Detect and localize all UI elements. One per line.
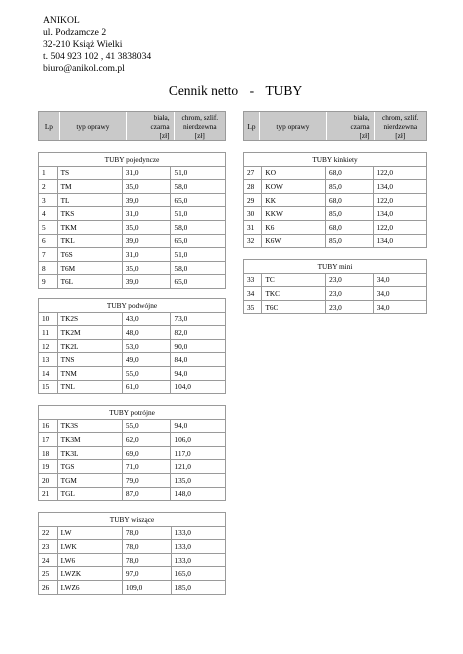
table-row xyxy=(39,366,226,380)
row-price-white: 39,0 xyxy=(122,275,171,289)
header-lp: Lp xyxy=(247,121,256,131)
row-price-white: 53,0 xyxy=(122,339,171,353)
row-price-white: 78,0 xyxy=(122,553,171,567)
row-price-white: 71,0 xyxy=(122,460,171,474)
row-type: TK3M xyxy=(57,433,122,447)
table-row xyxy=(39,248,226,262)
row-lp: 12 xyxy=(39,339,58,353)
row-price-white: 39,0 xyxy=(122,193,171,207)
row-price-chrom: 73,0 xyxy=(171,312,226,326)
header-white-line3: [zł] xyxy=(359,130,370,140)
row-price-chrom: 58,0 xyxy=(171,220,226,234)
table-tuby-potrojne xyxy=(38,405,226,501)
row-price-white: 85,0 xyxy=(326,180,374,194)
row-lp: 32 xyxy=(244,234,262,248)
row-lp: 29 xyxy=(244,193,262,207)
row-lp: 14 xyxy=(39,366,58,380)
row-price-white: 68,0 xyxy=(326,166,374,180)
group-title-row xyxy=(39,406,226,420)
row-type: T6S xyxy=(57,248,122,262)
row-lp: 7 xyxy=(39,248,58,262)
row-type: TK2M xyxy=(57,326,122,340)
row-price-chrom: 133,0 xyxy=(171,553,225,567)
row-type: TKC xyxy=(262,287,326,301)
row-price-chrom: 51,0 xyxy=(171,166,226,180)
row-price-chrom: 133,0 xyxy=(171,526,225,540)
row-price-chrom: 134,0 xyxy=(373,207,426,221)
header-white-line3: [zł] xyxy=(159,130,170,140)
row-type: T6L xyxy=(57,275,122,289)
row-lp: 18 xyxy=(39,446,58,460)
group-title: TUBY podwójne xyxy=(39,299,226,313)
table-row xyxy=(39,193,226,207)
row-type: TKL xyxy=(57,234,122,248)
row-type: TNM xyxy=(57,366,122,380)
row-price-chrom: 94,0 xyxy=(171,419,226,433)
row-type: LWK xyxy=(57,540,122,554)
table-row xyxy=(244,180,427,194)
row-lp: 15 xyxy=(39,380,58,394)
table-row xyxy=(39,234,226,248)
row-price-white: 48,0 xyxy=(122,326,171,340)
company-street: ul. Podzamcze 2 xyxy=(43,27,107,38)
row-type: KK xyxy=(262,193,326,207)
row-price-chrom: 94,0 xyxy=(171,366,226,380)
left-column-header xyxy=(38,111,226,141)
table-row xyxy=(39,261,226,275)
table-row xyxy=(244,300,427,314)
row-price-chrom: 104,0 xyxy=(171,380,226,394)
row-type: TL xyxy=(57,193,122,207)
table-tuby-wiszace xyxy=(38,512,226,595)
row-price-white: 62,0 xyxy=(122,433,171,447)
row-type: TK3S xyxy=(57,419,122,433)
row-price-chrom: 106,0 xyxy=(171,433,226,447)
row-type: TKM xyxy=(57,220,122,234)
page-title xyxy=(0,83,463,99)
row-price-white: 43,0 xyxy=(122,312,171,326)
header-white-line1: biała, xyxy=(353,112,370,122)
row-price-chrom: 34,0 xyxy=(373,273,426,287)
group-title: TUBY wiszące xyxy=(39,513,226,527)
row-type: LW xyxy=(57,526,122,540)
row-lp: 5 xyxy=(39,220,58,234)
group-title-row xyxy=(39,513,226,527)
table-row xyxy=(39,460,226,474)
table-row xyxy=(39,433,226,447)
row-type: TGM xyxy=(57,473,122,487)
table-tuby-podwojne xyxy=(38,298,226,394)
row-price-white: 109,0 xyxy=(122,580,171,594)
row-price-white: 68,0 xyxy=(326,193,374,207)
table-row xyxy=(39,275,226,289)
table-row xyxy=(39,540,226,554)
row-price-chrom: 117,0 xyxy=(171,446,226,460)
row-price-chrom: 148,0 xyxy=(171,487,226,501)
row-price-chrom: 135,0 xyxy=(171,473,226,487)
row-price-chrom: 65,0 xyxy=(171,193,226,207)
table-row xyxy=(39,326,226,340)
row-price-chrom: 58,0 xyxy=(171,261,226,275)
row-price-white: 78,0 xyxy=(122,540,171,554)
row-price-white: 85,0 xyxy=(326,234,374,248)
row-type: K6 xyxy=(262,220,326,234)
row-lp: 34 xyxy=(244,287,262,301)
company-name: ANIKOL xyxy=(43,15,80,26)
table-row xyxy=(39,312,226,326)
table-row xyxy=(39,473,226,487)
row-lp: 8 xyxy=(39,261,58,275)
group-title-row xyxy=(244,260,427,274)
row-type: LW6 xyxy=(57,553,122,567)
table-tuby-pojedyncze xyxy=(38,152,226,289)
table-row xyxy=(244,273,427,287)
row-price-white: 78,0 xyxy=(122,526,171,540)
table-row xyxy=(39,567,226,581)
table-row xyxy=(39,180,226,194)
company-phone: t. 504 923 102 , 41 3838034 xyxy=(43,51,152,62)
row-lp: 31 xyxy=(244,220,262,234)
header-type: typ oprawy xyxy=(59,112,126,140)
row-lp: 27 xyxy=(244,166,262,180)
title-suffix: TUBY xyxy=(265,83,303,98)
row-price-white: 23,0 xyxy=(326,273,374,287)
row-price-chrom: 65,0 xyxy=(171,234,226,248)
header-white-price xyxy=(126,112,174,140)
table-tuby-kinkiety xyxy=(243,152,427,248)
row-lp: 26 xyxy=(39,580,58,594)
row-price-chrom: 134,0 xyxy=(373,234,426,248)
row-type: TNL xyxy=(57,380,122,394)
table-row xyxy=(39,580,226,594)
table-row xyxy=(244,287,427,301)
title-dash: - xyxy=(249,83,255,98)
row-lp: 23 xyxy=(39,540,58,554)
table-row xyxy=(39,553,226,567)
row-type: TM xyxy=(57,180,122,194)
row-type: LWZ6 xyxy=(57,580,122,594)
row-type: LWZK xyxy=(57,567,122,581)
title-prefix: Cennik netto xyxy=(168,83,239,98)
row-lp: 35 xyxy=(244,300,262,314)
row-price-white: 49,0 xyxy=(122,353,171,367)
row-price-chrom: 34,0 xyxy=(373,300,426,314)
header-chrom-line1: chrom, szlif. xyxy=(381,112,419,122)
row-price-white: 69,0 xyxy=(122,446,171,460)
row-lp: 9 xyxy=(39,275,58,289)
row-type: TKS xyxy=(57,207,122,221)
group-title: TUBY pojedyncze xyxy=(39,153,226,167)
row-type: KO xyxy=(262,166,326,180)
row-lp: 1 xyxy=(39,166,58,180)
header-white-line2: czarna xyxy=(150,121,170,131)
header-chrom-line3: [zł] xyxy=(194,130,205,140)
row-price-white: 23,0 xyxy=(326,300,374,314)
row-price-white: 31,0 xyxy=(122,207,171,221)
header-chrom-price xyxy=(174,112,225,140)
row-lp: 33 xyxy=(244,273,262,287)
row-type: TK2L xyxy=(57,339,122,353)
table-row xyxy=(244,207,427,221)
table-row xyxy=(244,234,427,248)
row-price-chrom: 122,0 xyxy=(373,193,426,207)
row-price-white: 55,0 xyxy=(122,419,171,433)
row-price-white: 31,0 xyxy=(122,248,171,262)
row-type: T6M xyxy=(57,261,122,275)
right-column-header xyxy=(243,111,427,141)
table-row xyxy=(39,419,226,433)
row-price-chrom: 90,0 xyxy=(171,339,226,353)
row-lp: 25 xyxy=(39,567,58,581)
row-lp: 16 xyxy=(39,419,58,433)
row-price-chrom: 122,0 xyxy=(373,220,426,234)
row-price-chrom: 82,0 xyxy=(171,326,226,340)
row-price-chrom: 58,0 xyxy=(171,180,226,194)
row-lp: 30 xyxy=(244,207,262,221)
table-row xyxy=(39,526,226,540)
row-type: TK2S xyxy=(57,312,122,326)
header-chrom-price xyxy=(374,112,426,140)
row-price-white: 39,0 xyxy=(122,234,171,248)
row-type: T6C xyxy=(262,300,326,314)
table-row xyxy=(39,487,226,501)
row-price-white: 55,0 xyxy=(122,366,171,380)
row-type: TS xyxy=(57,166,122,180)
row-type: TGL xyxy=(57,487,122,501)
group-title: TUBY mini xyxy=(244,260,427,274)
row-lp: 4 xyxy=(39,207,58,221)
row-price-chrom: 122,0 xyxy=(373,166,426,180)
row-lp: 20 xyxy=(39,473,58,487)
row-lp: 10 xyxy=(39,312,58,326)
row-price-white: 31,0 xyxy=(122,166,171,180)
row-lp: 19 xyxy=(39,460,58,474)
table-row xyxy=(39,353,226,367)
row-price-chrom: 51,0 xyxy=(171,248,226,262)
row-price-white: 35,0 xyxy=(122,261,171,275)
table-row xyxy=(39,207,226,221)
table-row xyxy=(244,166,427,180)
header-chrom-line1: chrom, szlif. xyxy=(181,112,219,122)
company-city: 32-210 Książ Wielki xyxy=(43,39,123,50)
row-price-white: 68,0 xyxy=(326,220,374,234)
row-price-chrom: 34,0 xyxy=(373,287,426,301)
row-price-white: 35,0 xyxy=(122,180,171,194)
company-header xyxy=(43,15,151,75)
row-lp: 11 xyxy=(39,326,58,340)
row-lp: 17 xyxy=(39,433,58,447)
header-chrom-line2: nierdzewna xyxy=(383,121,418,131)
row-price-white: 35,0 xyxy=(122,220,171,234)
row-lp: 21 xyxy=(39,487,58,501)
row-type: KKW xyxy=(262,207,326,221)
row-price-chrom: 165,0 xyxy=(171,567,225,581)
row-type: TGS xyxy=(57,460,122,474)
header-lp: Lp xyxy=(44,121,53,131)
row-price-chrom: 51,0 xyxy=(171,207,226,221)
table-row xyxy=(244,193,427,207)
table-row xyxy=(39,446,226,460)
company-email: biuro@anikol.com.pl xyxy=(43,63,125,74)
row-price-chrom: 185,0 xyxy=(171,580,225,594)
row-type: TK3L xyxy=(57,446,122,460)
group-title: TUBY kinkiety xyxy=(244,153,427,167)
row-type: TC xyxy=(262,273,326,287)
row-price-chrom: 65,0 xyxy=(171,275,226,289)
row-price-chrom: 133,0 xyxy=(171,540,225,554)
row-price-white: 61,0 xyxy=(122,380,171,394)
row-price-chrom: 134,0 xyxy=(373,180,426,194)
row-lp: 2 xyxy=(39,180,58,194)
row-type: TNS xyxy=(57,353,122,367)
table-row xyxy=(39,339,226,353)
group-title: TUBY potrójne xyxy=(39,406,226,420)
row-price-white: 97,0 xyxy=(122,567,171,581)
row-lp: 22 xyxy=(39,526,58,540)
row-type: KOW xyxy=(262,180,326,194)
row-lp: 6 xyxy=(39,234,58,248)
header-chrom-line2: nierdzewna xyxy=(182,121,217,131)
row-lp: 28 xyxy=(244,180,262,194)
row-lp: 24 xyxy=(39,553,58,567)
header-white-line1: biała, xyxy=(153,112,170,122)
group-title-row xyxy=(244,153,427,167)
row-lp: 3 xyxy=(39,193,58,207)
group-title-row xyxy=(39,153,226,167)
table-row xyxy=(39,166,226,180)
table-row xyxy=(244,220,427,234)
table-tuby-mini xyxy=(243,259,427,314)
table-row xyxy=(39,220,226,234)
header-white-line2: czarna xyxy=(350,121,370,131)
row-lp: 13 xyxy=(39,353,58,367)
row-price-chrom: 84,0 xyxy=(171,353,226,367)
group-title-row xyxy=(39,299,226,313)
row-price-white: 85,0 xyxy=(326,207,374,221)
header-chrom-line3: [zł] xyxy=(395,130,406,140)
row-price-white: 87,0 xyxy=(122,487,171,501)
header-white-price xyxy=(326,112,374,140)
header-type: typ oprawy xyxy=(259,112,326,140)
row-type: K6W xyxy=(262,234,326,248)
row-price-white: 23,0 xyxy=(326,287,374,301)
row-price-chrom: 121,0 xyxy=(171,460,226,474)
table-row xyxy=(39,380,226,394)
row-price-white: 79,0 xyxy=(122,473,171,487)
